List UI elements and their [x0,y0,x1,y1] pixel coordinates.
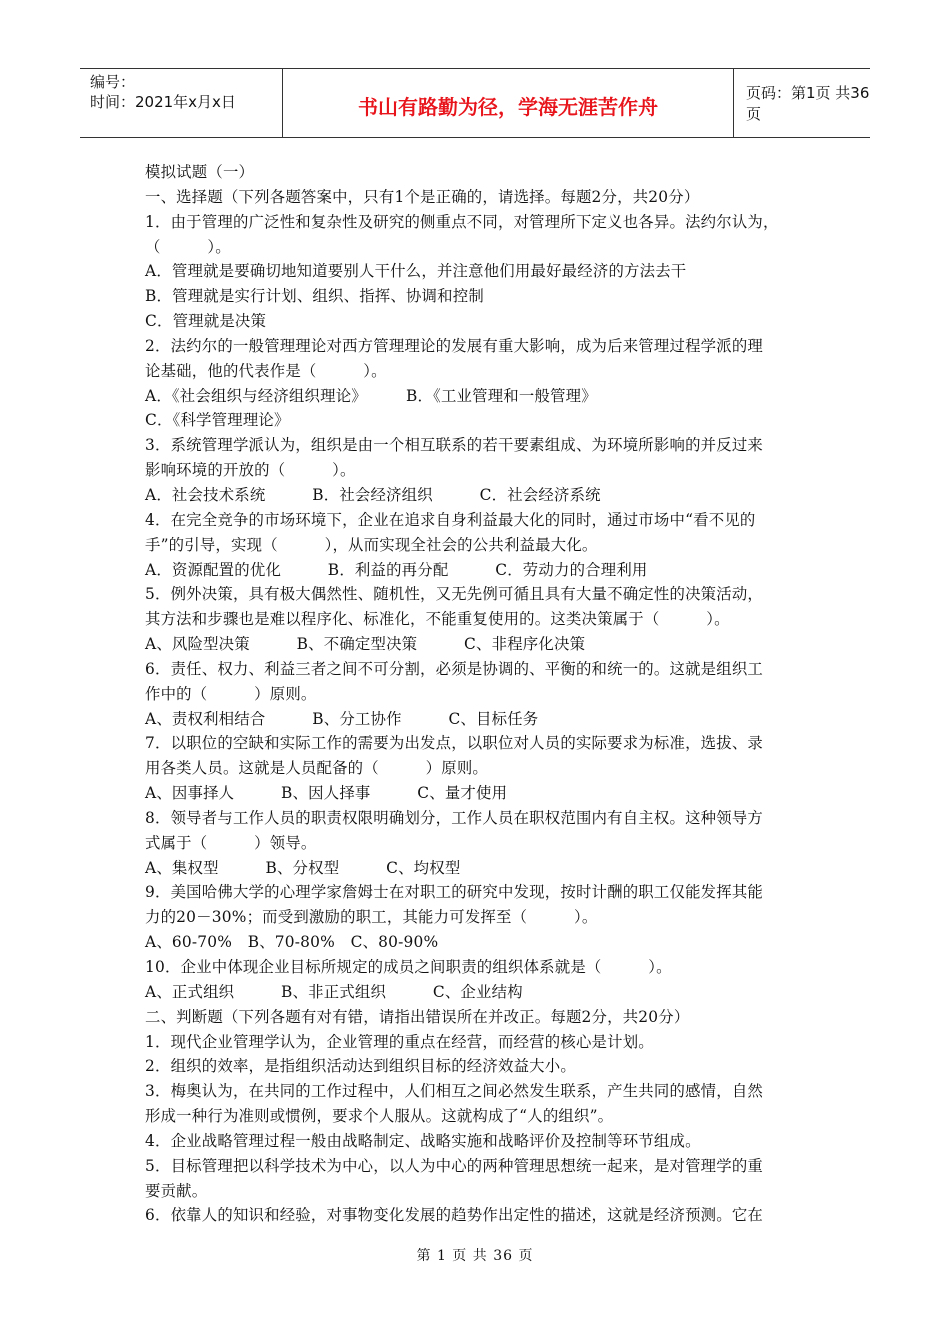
text-line: A．管理就是要确切地知道要别人干什么，并注意他们用最好最经济的方法去干 [145,262,687,281]
text-line: 3．系统管理学派认为，组织是由一个相互联系的若干要素组成、为环境所影响的并反过来 [145,436,764,455]
text-line: 5．例外决策，具有极大偶然性、随机性，又无先例可循且具有大量不确定性的决策活动， [145,585,764,604]
header-motto: 书山有路勤为径，学海无涯苦作舟 [282,69,734,137]
header-meta [80,69,282,137]
header-page-label: 页码：第1页 共36页 [746,84,870,123]
text-line: 3．梅奥认为，在共同的工作过程中，人们相互之间必然发生联系，产生共同的感情，自然 [145,1082,764,1101]
text-line: 模拟试题（一） [145,163,255,181]
text-line: 力的20－30%；而受到激励的职工，其能力可发挥至（ ）。 [145,908,598,927]
text-line: A．资源配置的优化 B．利益的再分配 C．劳动力的合理利用 [145,560,648,579]
text-line: A．社会技术系统 B．社会经济组织 C．社会经济系统 [145,485,601,504]
text-line: 7．以职位的空缺和实际工作的需要为出发点，以职位对人员的实际要求为标准，选拔、录 [145,734,764,753]
document-body [145,160,810,1228]
text-line: 论基础，他的代表作是（ ）。 [145,361,387,380]
text-line: A、风险型决策 B、不确定型决策 C、非程序化决策 [145,635,586,654]
number-label: 编号： [90,73,136,91]
text-line: 二、判断题（下列各题有对有错，请指出错误所在并改正。每题2分，共20分） [145,1007,690,1026]
text-line: 1．现代企业管理学认为，企业管理的重点在经营，而经营的核心是计划。 [145,1032,654,1051]
text-line: 4．在完全竞争的市场环境下，企业在追求自身利益最大化的同时，通过市场中“看不见的 [145,510,756,529]
text-line: 影响环境的开放的（ ）。 [145,461,356,480]
text-line: 6．依靠人的知识和经验，对事物变化发展的趋势作出定性的描述，这就是经济预测。它在 [145,1206,764,1225]
text-line: C．管理就是决策 [145,312,267,331]
text-line: 6．责任、权力、利益三者之间不可分割，必须是协调的、平衡的和统一的。这就是组织工 [145,659,764,678]
text-line: A、集权型 B、分权型 C、均权型 [145,858,461,877]
text-line: （ ）。 [145,237,231,256]
text-line: B．管理就是实行计划、组织、指挥、协调和控制 [145,287,484,306]
text-line: A、正式组织 B、非正式组织 C、企业结构 [145,982,523,1001]
text-line: 4．企业战略管理过程一般由战略制定、战略实施和战略评价及控制等环节组成。 [145,1131,701,1150]
text-line: 要贡献。 [145,1181,208,1200]
page-footer: 第 1 页 共 36 页 [416,1248,534,1264]
text-line: 作中的（ ）原则。 [145,684,317,703]
text-line: 10．企业中体现企业目标所规定的成员之间职责的组织体系就是（ ）。 [145,958,672,976]
text-line: 式属于（ ）领导。 [145,833,317,852]
text-line: 2．组织的效率，是指组织活动达到组织目标的经济效益大小。 [145,1057,576,1076]
text-line: 用各类人员。这就是人员配备的（ ）原则。 [145,759,488,778]
text-line: 一、选择题（下列各题答案中，只有1个是正确的，请选择。每题2分，共20分） [145,187,700,206]
text-line: 手”的引导，实现（ ），从而实现全社会的公共利益最大化。 [145,535,598,554]
date-label: 时间：2021年x月x日 [90,93,236,111]
text-line: 其方法和步骤也是难以程序化、标准化，不能重复使用的。这类决策属于（ ）。 [145,610,730,629]
text-line: 2．法约尔的一般管理理论对西方管理理论的发展有重大影响，成为后来管理过程学派的理 [145,336,764,355]
text-line: 形成一种行为准则或惯例，要求个人服从。这就构成了“人的组织”。 [145,1107,614,1126]
text-line: C．《科学管理理论》 [145,411,290,430]
text-line: 1．由于管理的广泛性和复杂性及研究的侧重点不同，对管理所下定义也各异。法约尔认为， [145,212,779,231]
text-line: A、因事择人 B、因人择事 C、量才使用 [145,784,508,803]
page-header [80,68,870,138]
text-line: 8．领导者与工作人员的职责权限明确划分，工作人员在职权范围内有自主权。这种领导方 [145,808,764,827]
text-line: A、责权利相结合 B、分工协作 C、目标任务 [145,709,539,728]
text-line: 5．目标管理把以科学技术为中心，以人为中心的两种管理思想统一起来，是对管理学的重 [145,1156,764,1175]
text-line: 9．美国哈佛大学的心理学家詹姆士在对职工的研究中发现，按时计酬的职工仅能发挥其能 [145,883,764,902]
text-line: A、60-70% B、70-80% C、80-90% [145,933,439,952]
text-line: A．《社会组织与经济组织理论》 B．《工业管理和一般管理》 [145,386,597,405]
